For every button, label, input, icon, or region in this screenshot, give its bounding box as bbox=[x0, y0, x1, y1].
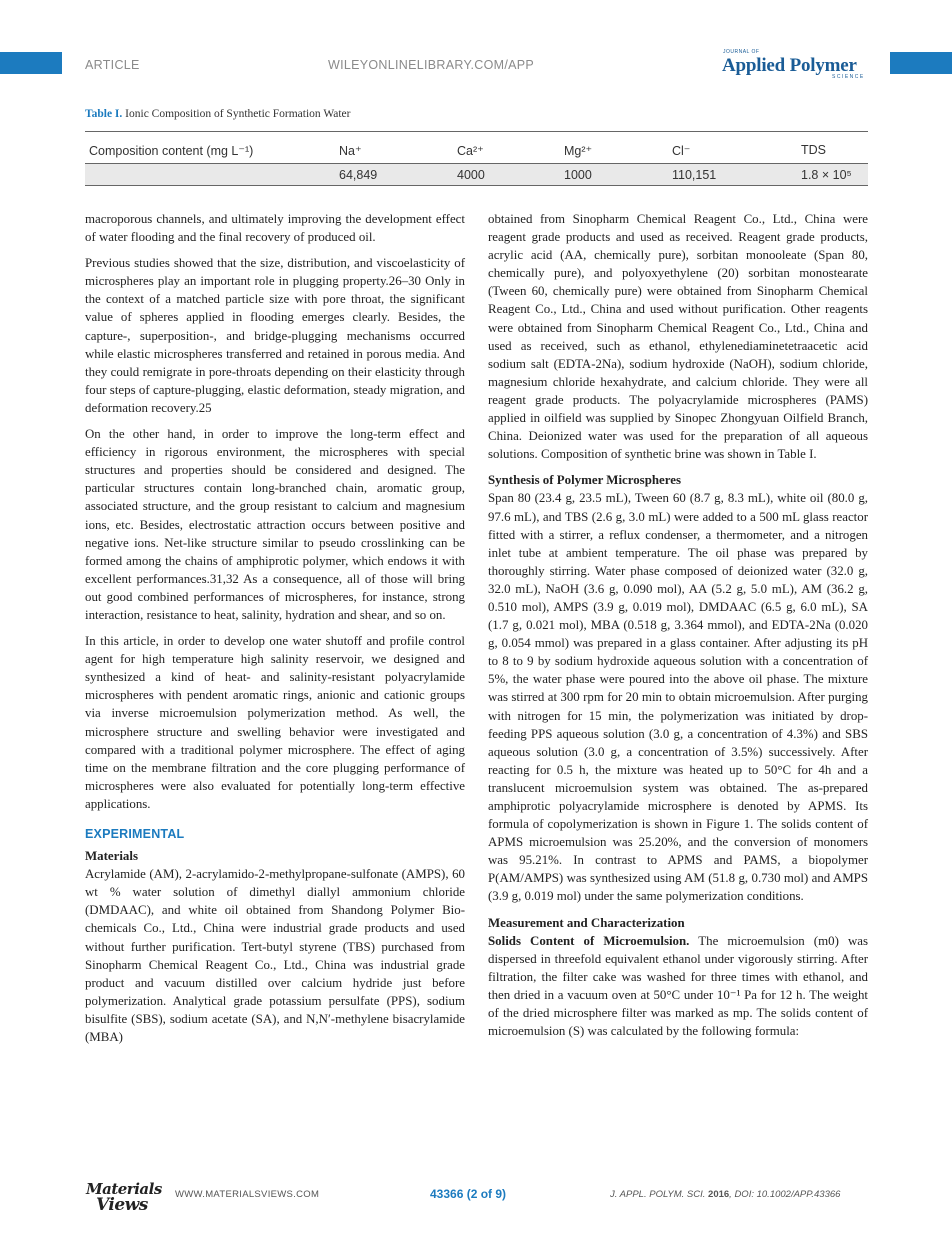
citation-doi: , DOI: 10.1002/APP.43366 bbox=[729, 1189, 841, 1200]
header-website-link[interactable]: WILEYONLINELIBRARY.COM/APP bbox=[328, 58, 535, 72]
subheading-materials: Materials bbox=[85, 849, 138, 864]
citation-journal: J. APPL. POLYM. SCI. bbox=[610, 1189, 706, 1200]
subheading-measurement: Measurement and Characterization bbox=[488, 915, 685, 930]
header-section-label: ARTICLE bbox=[85, 58, 140, 72]
citation-year: 2016 bbox=[708, 1189, 730, 1200]
table-header-cell: Mg²⁺ bbox=[564, 144, 593, 158]
paragraph-solids-content bbox=[488, 932, 868, 1041]
table-title: Ionic Composition of Synthetic Formation Water bbox=[125, 108, 351, 120]
table-label: Table I. bbox=[85, 108, 123, 120]
logo-line: Views bbox=[96, 1195, 148, 1215]
table-cell: 64,849 bbox=[339, 168, 378, 182]
header-right-tab bbox=[890, 52, 952, 74]
journal-logo-name: Applied Polymer bbox=[722, 55, 857, 76]
table-header-cell: Composition content (mg L⁻¹) bbox=[89, 144, 254, 158]
table-cell: 1000 bbox=[564, 168, 592, 182]
journal-logo bbox=[722, 49, 870, 81]
footer-page-number: 43366 (2 of 9) bbox=[430, 1187, 507, 1201]
footer-website-link[interactable]: WWW.MATERIALSVIEWS.COM bbox=[175, 1189, 320, 1200]
table-caption bbox=[85, 108, 351, 120]
paragraph: Acrylamide (AM), 2-acrylamido-2-methylpropane-sulfonate (AMPS), 60 wt % water solution of dimethyl diallyl ammonium chloride (DMDAAC), and white oil obtained from Shandong Polymer Bio-chemicals Co., Ltd., China were industrial grade products and used without further purification. Tert-butyl styrene (TBS) purchased from Sinopharm Chemical Reagent Co., Ltd., China was industrial grade product and vacuum distilled over calcium hydride just before polymerization. Analytical grade potassium persulfate (PPS), sodium bisulfite (SBS), sodium acetate (SA), and N,N′-methylene bisacrylamide (MBA) bbox=[85, 867, 465, 1045]
table-cell: 110,151 bbox=[672, 168, 717, 182]
logo-line: Materials bbox=[86, 1180, 162, 1198]
journal-logo-kicker: JOURNAL OF bbox=[723, 49, 760, 55]
paragraph: Span 80 (23.4 g, 23.5 mL), Tween 60 (8.7 g, 8.3 mL), white oil (80.0 g, 97.6 mL), and TBS (2.6 g, 3.0 mL) were added to a 500 mL glass reactor fitted with a stirrer, a reflux condenser, a thermometer, and a nitrogen inlet tube at ambient temperature. The oil phase was prepared by thoroughly stirring. Water phase composed of deionized water (32.0 g, 32.0 mL), NaOH (3.6 g, 0.090 mol), AA (5.2 g, 5.0 mL), AM (36.2 g, 0.510 mol), AMPS (3.9 g, 0.019 mol), DMDAAC (6.5 g, 6.0 mL), SA (1.7 g, 0.021 mol), MBA (0.518 g, 3.364 mmol), and EDTA-2Na (0.020 g, 0.054 mmol) was prepared in a glass container. After adjusting its pH to 8 to 9 by sodium hydroxide aqueous solution with a concentration of 5%, the water phase were poured into the above oil phase. The mixture was stirred at 300 rpm for 20 min to obtain microemulsion. After purging with nitrogen for 15 min, the polymerization was initiated by drop-feeding PPS aqueous solution (3.0 g, a concentration of 4.3%) and SBS aqueous solution (3.0 g, a concentration of 3.5%) successively. After reacting for 0.5 h, the mixture was heated up to 50°C for 4h and a translucent microemulsion system was obtained. The as-prepared amphiprotic polyacrylamide microsphere is denoted by APMS. Its formula of copolymerization is shown in Figure 1. The solids content of APMS microemulsion was 25.20%, and the conversion of monomers was 95.21%. In contrast to APMS and PAMS, a biopolymer P(AM/AMPS) was synthesized using AM (51.8 g, 0.730 mol) and AMPS (3.9 g, 0.019 mol) under the same polymerization conditions. bbox=[488, 491, 868, 904]
table-header-cell: Cl⁻ bbox=[672, 144, 691, 158]
paragraph-text: The microemulsion (m0) was dispersed in threefold equivalent ethanol under vigorously stirring. After filtration, the filter cake was washed for three times with ethanol, and then dried in a vacuum oven at 50°C under 10⁻¹ Pa for 12 h. The weight of the dried microsphere filter was marked as mp. The solids content of microemulsion (S) was calculated by the following formula: bbox=[488, 933, 868, 1039]
journal-logo-sub: SCIENCE bbox=[832, 74, 865, 80]
table-cell: 1.8 × 10⁵ bbox=[801, 168, 852, 182]
run-in-heading: Solids Content of Microemulsion. bbox=[488, 933, 690, 948]
table-header-cell: Na⁺ bbox=[339, 144, 362, 158]
subheading-synthesis: Synthesis of Polymer Microspheres bbox=[488, 473, 681, 488]
table-rule-bottom bbox=[85, 185, 868, 186]
table-rule-top bbox=[85, 131, 868, 132]
table-cell: 4000 bbox=[457, 168, 485, 182]
table-header-row bbox=[85, 139, 868, 161]
left-column bbox=[85, 210, 465, 1046]
footer-citation bbox=[610, 1189, 840, 1200]
header-left-tab bbox=[0, 52, 62, 74]
paragraph: Previous studies showed that the size, distribution, and viscoelasticity of microspheres play an important role in plugging property.26–30 Only in the context of a matched particle size with pore throat, the significant value of spheres applied in flooding emerges clearly. Besides, the capture-, superposition-, and bridge-plugging mechanisms occurred while elastic microspheres transferred and retained in porous media. And they could remigrate in pore-throats depending on their elasticity through four steps of capture-plugging, elastic deformation, steady migration, and deformation recovery.25 bbox=[85, 256, 465, 415]
materials-views-logo bbox=[84, 1180, 162, 1216]
paragraph: In this article, in order to develop one water shutoff and profile control agent for high temperature high salinity reservoir, we designed and synthesized a kind of heat- and salinity-resistant polyacrylamide microspheres with pendent aromatic rings, anionic and cationic groups via inverse microemulsion polymerization method. As well, the microsphere structure and swelling behavior were investigated and compared with a traditional polymer microsphere. The effect of aging time on the membrane filtration and the core plugging performance of microspheres were also evaluated for potentially long-term effective applications. bbox=[85, 634, 465, 811]
paragraph: On the other hand, in order to improve the long-term effect and efficiency in rigorous environment, the microspheres with special structures and properties should be considered and designed. The particular structures contain long-branched chain, aromatic group, associated structure, and the group resistant to calcium and magnesium ions, etc. Besides, electrostatic attraction occurs between positive and negative ions. Net-like structure similar to pseudo crosslinking can be formed among the chains of amphiprotic polymer, which endows it with excellent performances.31,32 As a consequence, all of those will bring out good combined performances of microspheres, for instance, strong interaction, resistance to heat, salinity, hydration and shear, and so on. bbox=[85, 427, 465, 622]
section-heading-experimental: EXPERIMENTAL bbox=[85, 827, 185, 841]
table-row bbox=[85, 164, 868, 185]
paragraph: obtained from Sinopharm Chemical Reagent Co., Ltd., China were reagent grade products and used as received. Reagent grade products, acrylic acid (AA, chemically pure), sorbitan monooleate (Span 80, chemically pure), and polyoxyethylene (20) sorbitan monostearate (Tween 60, chemically pure) were obtained from Sinopharm Chemical Reagent Co., Ltd., China and used without purification. Other reagents were obtained from Sinopharm Chemical Reagent Co., Ltd., China and used as received, such as ethanol, ethylenediaminetetraacetic acid sodium salt (EDTA-2Na), sodium hydroxide (NaOH), sodium chloride, magnesium chloride hexahydrate, and calcium chloride. They were all reagent grade products. The polyacrylamide microspheres (PAMS) applied in oilfield was supplied by Sinopec Zhongyuan Oilfield Branch, China. Deionized water was used for the preparation of all aqueous solutions. Composition of synthetic brine was shown in Table I. bbox=[488, 212, 868, 462]
table-header-cell: Ca²⁺ bbox=[457, 144, 484, 158]
paragraph: macroporous channels, and ultimately improving the development effect of water flooding and the final recovery of produced oil. bbox=[85, 212, 465, 245]
right-column bbox=[488, 210, 868, 1040]
table-header-cell: TDS bbox=[801, 143, 826, 157]
